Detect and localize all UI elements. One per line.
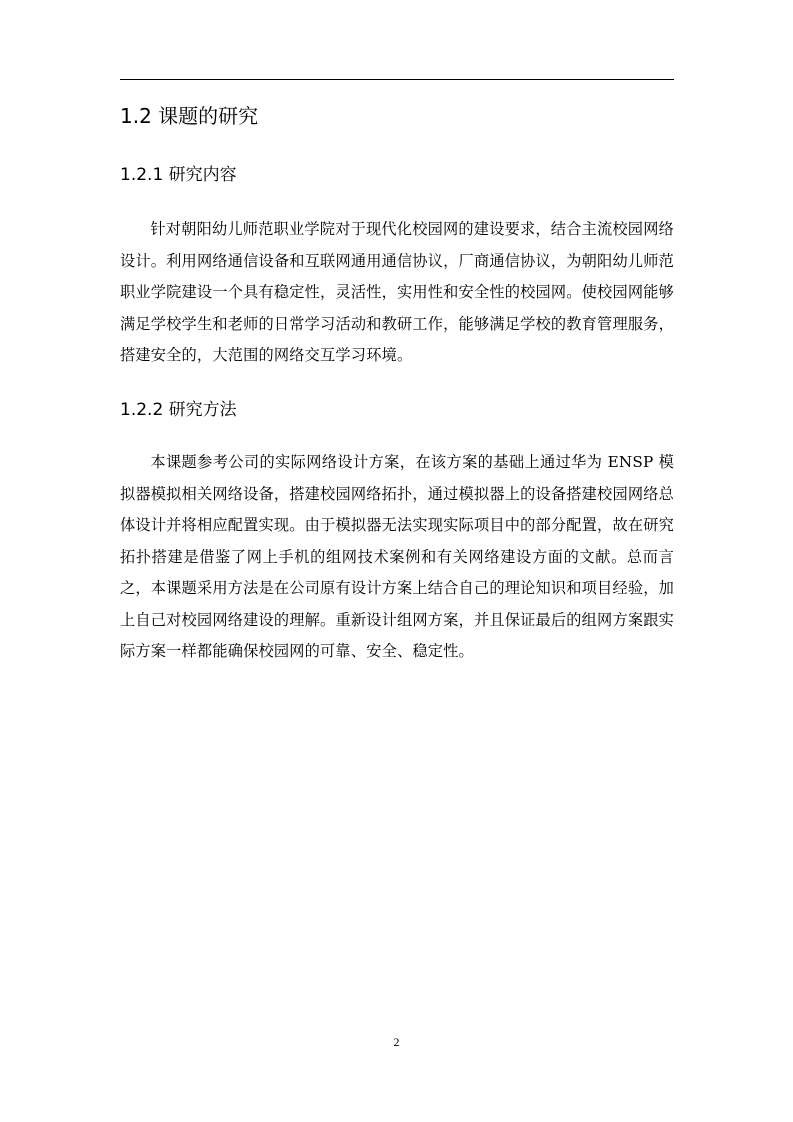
header-rule	[120, 79, 674, 80]
paragraph-research-content: 针对朝阳幼儿师范职业学院对于现代化校园网的建设要求，结合主流校园网络设计。利用网络通信设备和互联网通用通信协议，厂商通信协议，为朝阳幼儿师范职业学院建设一个具有稳定性，灵活性，实用性和安全性的校园网。使校园网能够满足学校学生和老师的日常学习活动和教研工作，能够满足学校的教育管理服务，搭建安全的，大范围的网络交互学习环境。	[120, 220, 674, 364]
page-number: 2	[393, 1035, 400, 1049]
subsection-heading-research-content: 1.2.1 研究内容	[120, 165, 237, 185]
subsection-heading-research-method: 1.2.2 研究方法	[120, 400, 237, 420]
paragraph-research-method: 本课题参考公司的实际网络设计方案，在该方案的基础上通过华为 ENSP 模拟器模拟相关网络设备，搭建校园网络拓扑，通过模拟器上的设备搭建校园网络总体设计并将相应配置实现。由于模拟器无法实现实际项目中的部分配置，故在研究拓扑搭建是借鉴了网上手机的组网技术案例和有关网络建设方面的文献。总而言之，本课题采用方法是在公司原有设计方案上结合自己的理论知识和项目经验，加上自己对校园网络建设的理解。重新设计组网方案，并且保证最后的组网方案跟实际方案一样都能确保校园网的可靠、安全、稳定性。	[120, 453, 674, 660]
section-heading: 1.2 课题的研究	[120, 104, 259, 128]
